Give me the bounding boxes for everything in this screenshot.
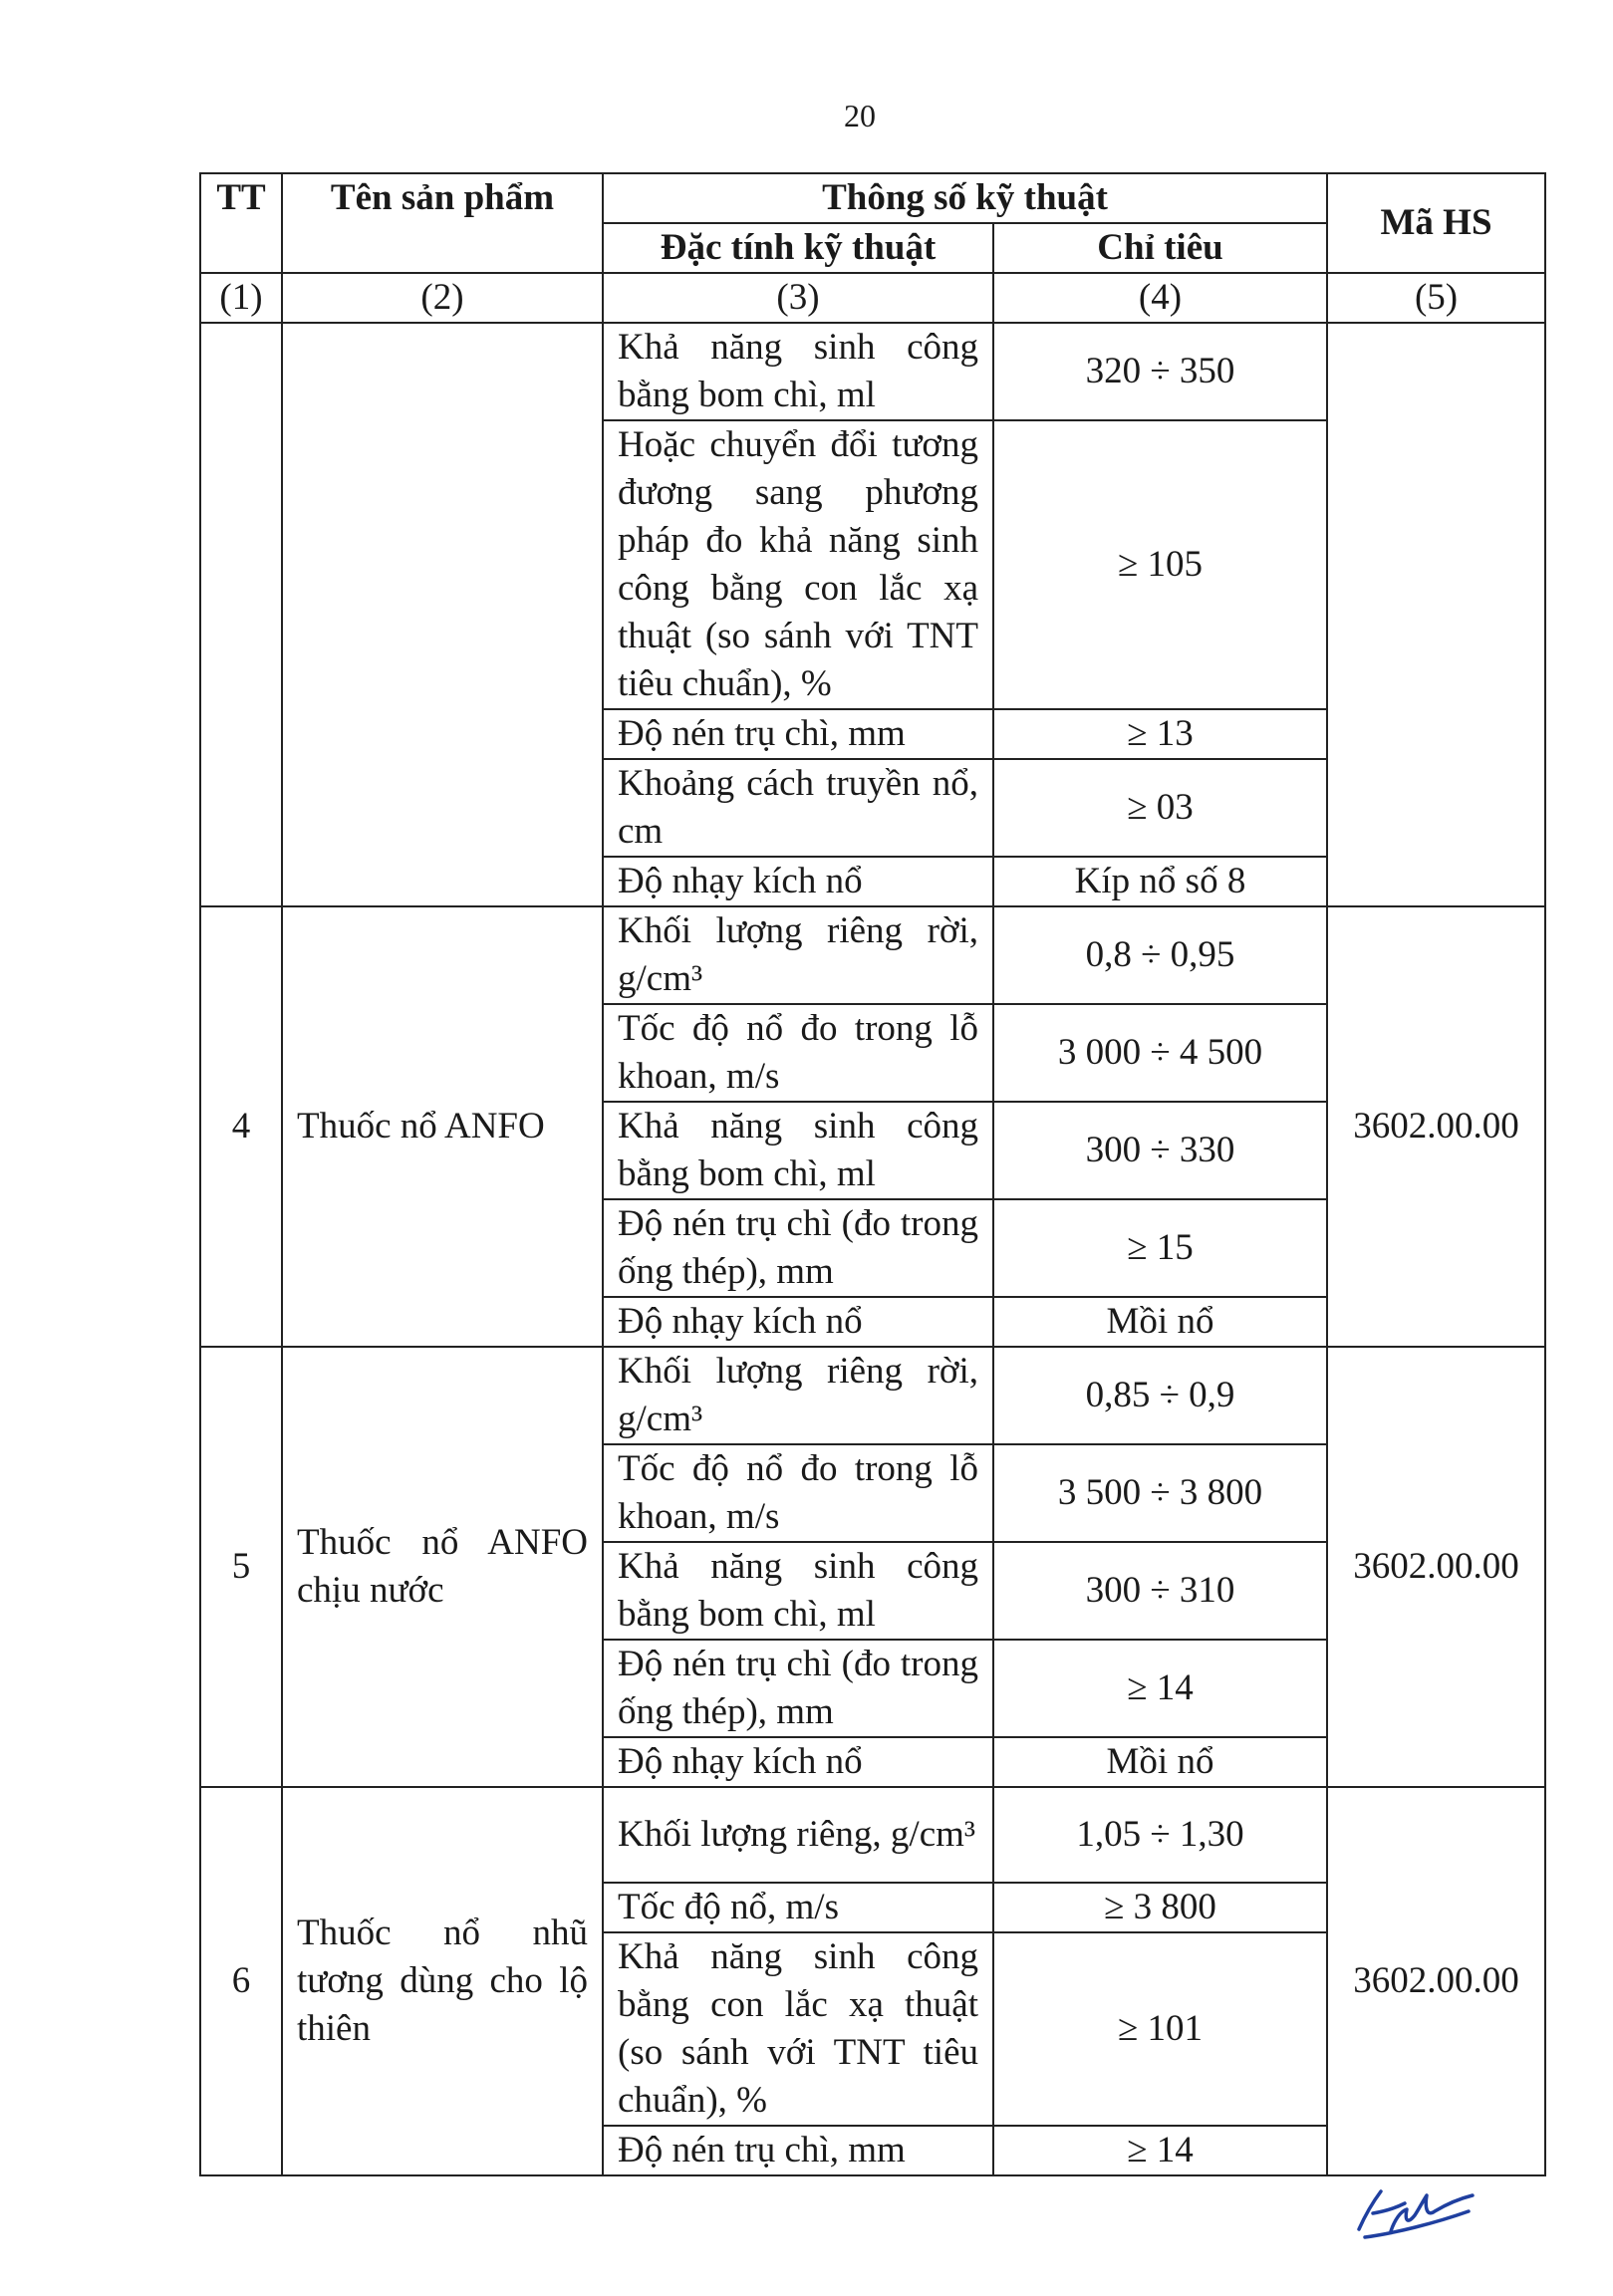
property-cell: Khối lượng riêng rời, g/cm³ — [603, 1347, 993, 1444]
column-number-2: (2) — [282, 273, 603, 323]
table-row — [200, 1347, 1545, 1444]
value-cell: 3 000 ÷ 4 500 — [993, 1004, 1327, 1102]
column-number-4: (4) — [993, 273, 1327, 323]
value-cell: ≥ 15 — [993, 1199, 1327, 1297]
value-cell: 0,85 ÷ 0,9 — [993, 1347, 1327, 1444]
property-cell: Khả năng sinh công bằng bom chì, ml — [603, 1102, 993, 1199]
property-cell: Độ nén trụ chì, mm — [603, 2126, 993, 2175]
property-cell: Khả năng sinh công bằng con lắc xạ thuật (so sánh với TNT tiêu chuẩn), % — [603, 1932, 993, 2126]
value-cell: ≥ 3 800 — [993, 1883, 1327, 1932]
property-cell: Khối lượng riêng rời, g/cm³ — [603, 906, 993, 1004]
value-cell: Kíp nổ số 8 — [993, 857, 1327, 906]
value-cell: ≥ 14 — [993, 1640, 1327, 1737]
value-cell: ≥ 105 — [993, 420, 1327, 709]
header-value: Chỉ tiêu — [993, 223, 1327, 273]
property-cell: Khoảng cách truyền nổ, cm — [603, 759, 993, 857]
tt-cell: 5 — [200, 1347, 282, 1787]
property-cell: Độ nén trụ chì, mm — [603, 709, 993, 759]
column-number-3: (3) — [603, 273, 993, 323]
hs-cell: 3602.00.00 — [1327, 1787, 1545, 2175]
value-cell: Mồi nổ — [993, 1297, 1327, 1347]
column-number-1: (1) — [200, 273, 282, 323]
value-cell: 1,05 ÷ 1,30 — [993, 1787, 1327, 1883]
table-row — [200, 1787, 1545, 1883]
page-number: 20 — [844, 98, 876, 133]
property-cell: Độ nén trụ chì (đo trong ống thép), mm — [603, 1199, 993, 1297]
property-cell: Hoặc chuyển đổi tương đương sang phương pháp đo khả năng sinh công bằng con lắc xạ thuật (so sánh với TNT tiêu chuẩn), % — [603, 420, 993, 709]
table-row — [200, 906, 1545, 1004]
header-tt: TT — [200, 173, 282, 273]
property-cell: Khả năng sinh công bằng bom chì, ml — [603, 1542, 993, 1640]
product-name-cell: Thuốc nổ ANFO — [282, 906, 603, 1347]
tt-cell: 6 — [200, 1787, 282, 2175]
header-product-name: Tên sản phẩm — [282, 173, 603, 273]
value-cell: Mồi nổ — [993, 1737, 1327, 1787]
value-cell: ≥ 13 — [993, 709, 1327, 759]
value-cell: ≥ 03 — [993, 759, 1327, 857]
property-cell: Tốc độ nổ đo trong lỗ khoan, m/s — [603, 1444, 993, 1542]
property-cell: Độ nén trụ chì (đo trong ống thép), mm — [603, 1640, 993, 1737]
property-cell: Độ nhạy kích nổ — [603, 857, 993, 906]
property-cell: Tốc độ nổ, m/s — [603, 1883, 993, 1932]
header-property: Đặc tính kỹ thuật — [603, 223, 993, 273]
tt-cell: 4 — [200, 906, 282, 1347]
product-name-cell: Thuốc nổ ANFO chịu nước — [282, 1347, 603, 1787]
hs-cell: 3602.00.00 — [1327, 906, 1545, 1347]
tt-cell — [200, 323, 282, 906]
column-number-5: (5) — [1327, 273, 1545, 323]
value-cell: 320 ÷ 350 — [993, 323, 1327, 420]
hs-cell — [1327, 323, 1545, 906]
hs-cell: 3602.00.00 — [1327, 1347, 1545, 1787]
value-cell: ≥ 101 — [993, 1932, 1327, 2126]
property-cell: Khối lượng riêng, g/cm³ — [603, 1787, 993, 1883]
product-name-cell — [282, 323, 603, 906]
value-cell: 300 ÷ 330 — [993, 1102, 1327, 1199]
property-cell: Độ nhạy kích nổ — [603, 1737, 993, 1787]
product-name-cell: Thuốc nổ nhũ tương dùng cho lộ thiên — [282, 1787, 603, 2175]
value-cell: ≥ 14 — [993, 2126, 1327, 2175]
property-cell: Khả năng sinh công bằng bom chì, ml — [603, 323, 993, 420]
property-cell: Độ nhạy kích nổ — [603, 1297, 993, 1347]
value-cell: 0,8 ÷ 0,95 — [993, 906, 1327, 1004]
handwritten-signature — [1345, 2171, 1484, 2251]
value-cell: 300 ÷ 310 — [993, 1542, 1327, 1640]
header-hs-code: Mã HS — [1327, 173, 1545, 273]
technical-spec-table — [199, 172, 1546, 2176]
property-cell: Tốc độ nổ đo trong lỗ khoan, m/s — [603, 1004, 993, 1102]
header-technical-specs: Thông số kỹ thuật — [603, 173, 1327, 223]
value-cell: 3 500 ÷ 3 800 — [993, 1444, 1327, 1542]
table-row — [200, 323, 1545, 420]
